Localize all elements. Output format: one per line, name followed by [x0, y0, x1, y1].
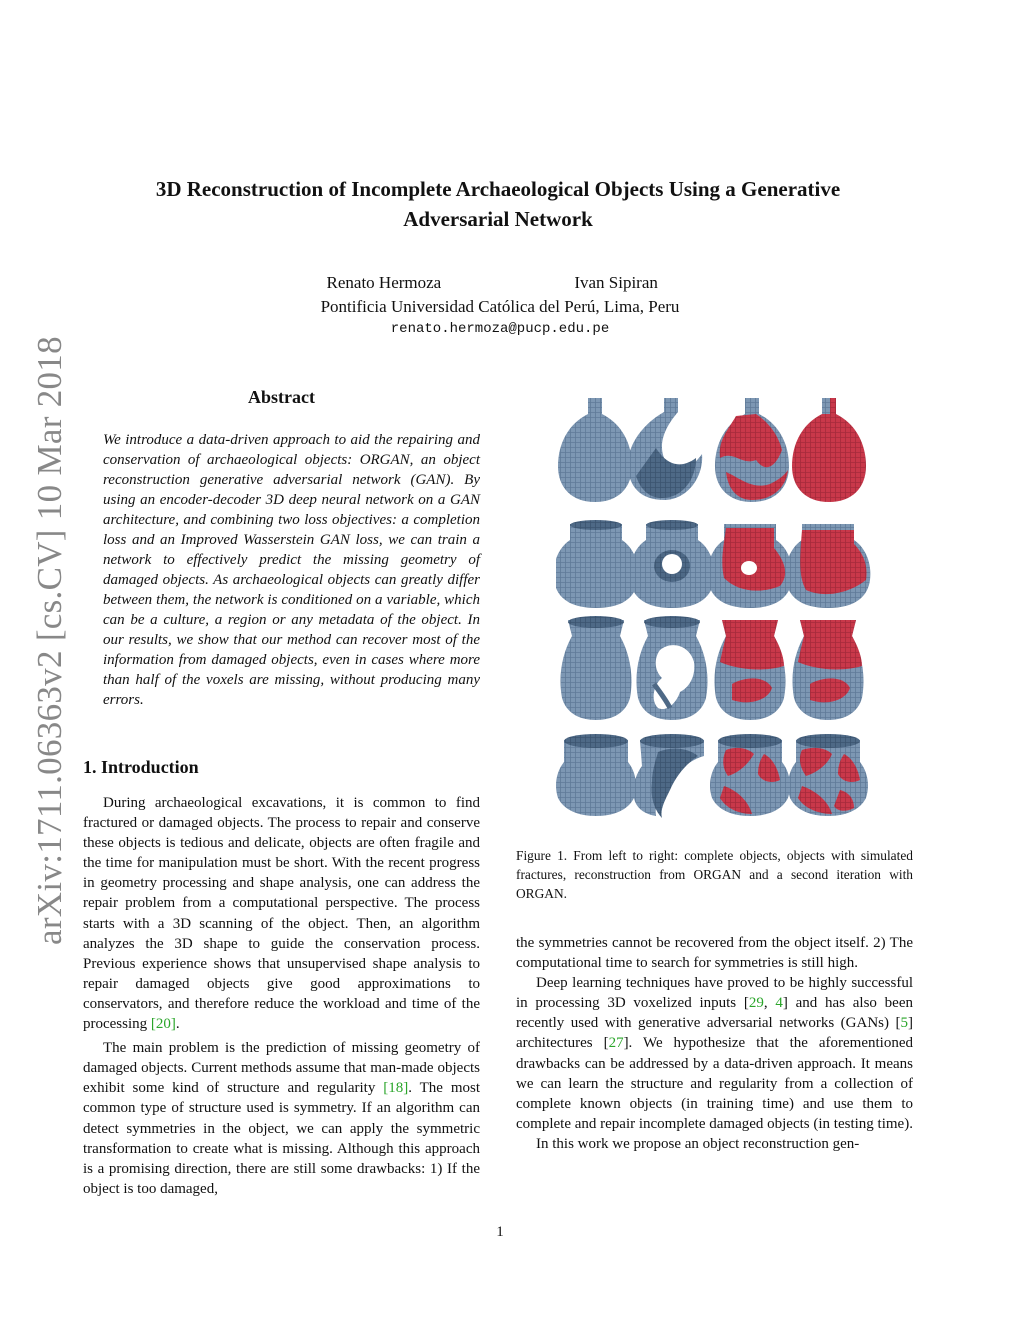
intro-p1-text: During archaeological excavations, it is common to find fractured or damaged objects. The process to repair and conserve these objects is tedious and delicate, objects are often fragile and the time for manipulation must be short. With the recent progress in geometry processing and shape analysis, one can address the repair problem from a computational perspective. The process starts with a 3D scanning of the object. Then, an algorithm analyzes the 3D shape to guide the conservation process. Previous experience shows that unsupervised shape analysis to repair damaged objects give good approximations to conservators, and therefore reduce the workload and time of the processing: [83, 795, 480, 1033]
citation-link[interactable]: 4: [775, 995, 783, 1012]
title-line-2: Adversarial Network: [403, 207, 593, 231]
intro-paragraph-3: the symmetries cannot be recovered from the object itself. 2) The computational time to search for symmetries is still high.: [516, 935, 913, 972]
paper-title: [90, 174, 906, 234]
intro-paragraph-2: The main problem is the prediction of missing geometry of damaged objects. Current methods assume that man-made objects exhibit some kind of structure and regularity [18]. The most common type of structure used is symmetry. If an algorithm can detect symmetries in the object, we can apply the symmetric transformation to create what is missing. Although this approach is a promising direction, there are still some drawbacks: 1) If the object is too damaged,: [83, 1040, 481, 1197]
citation-link[interactable]: 27: [608, 1035, 624, 1052]
intro-paragraph-4: Deep learning techniques have proved to be highly successful in processing 3D voxelized inputs [29, 4] and has also been recently used with generative adversarial networks (GANs) [5] architectures [27]. We hypothesize that the aforementioned drawbacks can be addressed by a data-driven approach. It means we can learn the structure and regularity from a collection of complete known objects (in training time) and use them to complete and repair incomplete damaged objects (in testing time).: [516, 975, 913, 1132]
vessel-row-2: [556, 520, 870, 608]
author-name-1: Renato Hermoza: [326, 273, 442, 292]
author-email[interactable]: renato.hermoza@pucp.edu.pe: [390, 321, 610, 337]
intro-paragraph-5: In this work we propose an object reconstruction gen-: [536, 1135, 860, 1152]
affiliation: Pontificia Universidad Católica del Perú, Lima, Peru: [320, 297, 680, 316]
page-number: 1: [496, 1224, 504, 1240]
citation-link[interactable]: [20]: [150, 1016, 176, 1033]
vessel-row-4: [556, 734, 868, 818]
title-line-1: 3D Reconstruction of Incomplete Archaeological Objects Using a Generative: [155, 177, 841, 201]
left-column: [83, 384, 480, 1199]
vessel-row-3: [560, 616, 863, 720]
author-block: [0, 271, 1000, 319]
abstract-heading: Abstract: [248, 387, 315, 407]
figure-1-image: [556, 388, 874, 824]
abstract-text: We introduce a data-driven approach to aid the repairing and conservation of archaeological objects: ORGAN, an object reconstruction generative adversarial network (GAN). By using an encoder-decoder 3D deep neural network on a GAN architecture, and combining two loss objectives: a completion loss and an Improved Wasserstein GAN loss, we can train a network to effectively predict the missing geometry of damaged objects. As archaeological objects can greatly differ between them, the network is conditioned on a variable, which can be a culture, a region or any metadata of the object. In our results, we show that our method can recover most of the information from damaged objects, even in cases where more than half of the voxels are missing, without producing many errors.: [103, 432, 480, 708]
intro-paragraph-1: During archaeological excavations, it is common to find fractured or damaged objects. The process to repair and conserve these objects is tedious and delicate, objects are often fragile and the time for manipulation must be short. With the recent progress in geometry processing and shape analysis, one can address the repair problem from a computational perspective. The process starts with a 3D scanning of the object. Then, an algorithm analyzes the 3D shape to guide the conservation process. Previous experience shows that unsupervised shape analysis to repair damaged objects give good approximations to conservators, and therefore reduce the workload and time of the processing [20].: [83, 795, 480, 1033]
author-name-2: Ivan Sipiran: [574, 273, 658, 292]
arxiv-identifier[interactable]: arXiv:1711.06363v2 [cs.CV] 10 Mar 2018: [30, 336, 69, 945]
citation-link[interactable]: 5: [900, 1015, 908, 1032]
citation-link[interactable]: 29: [748, 995, 764, 1012]
figure-1-caption: Figure 1. From left to right: complete objects, objects with simulated fractures, reconstruction from ORGAN and a second iteration with ORGAN.: [516, 848, 913, 901]
vessel-row-1: [558, 398, 866, 502]
citation-link[interactable]: [18]: [383, 1080, 409, 1097]
right-column: [516, 933, 913, 1154]
introduction-heading: 1. Introduction: [83, 757, 199, 777]
